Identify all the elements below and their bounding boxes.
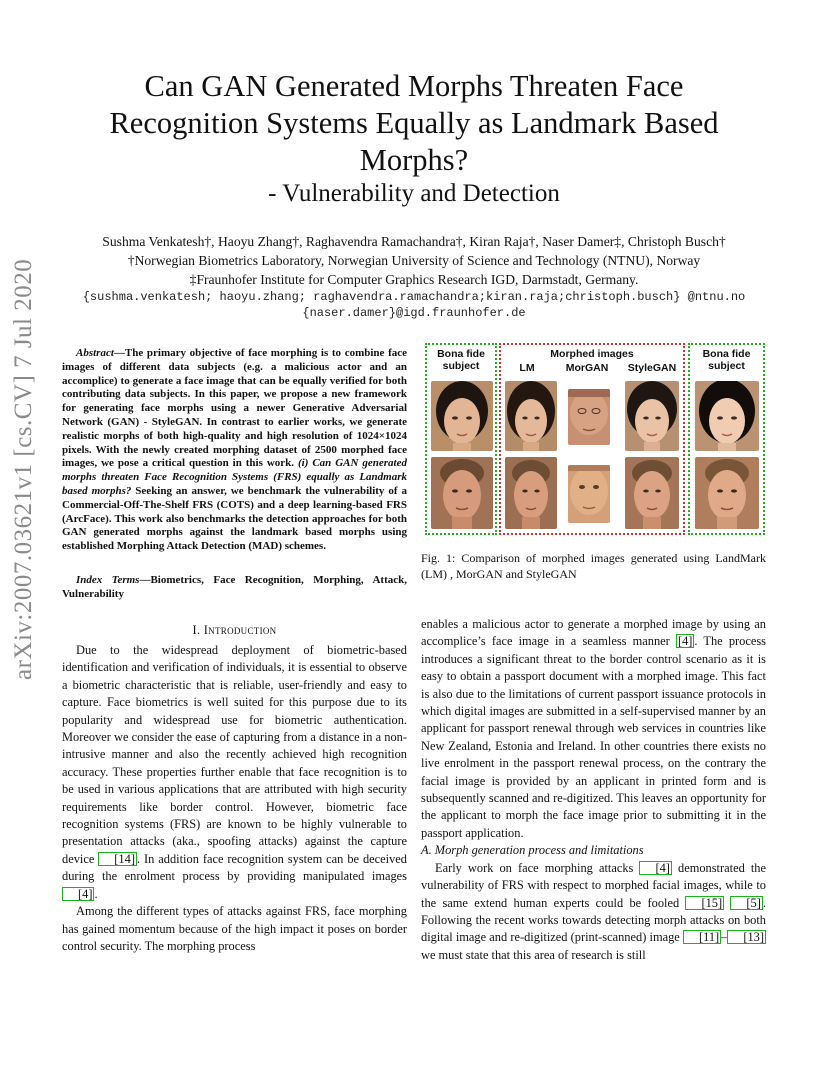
affiliation-fraunhofer: ‡Fraunhofer Institute for Computer Graphics Research IGD, Darmstadt, Germany. bbox=[189, 272, 639, 287]
col-header-morphed-images: Morphed images bbox=[550, 348, 634, 360]
citation-link[interactable]: [4] bbox=[639, 861, 671, 875]
right-p2-text: Early work on face morphing attacks bbox=[435, 860, 640, 875]
citation-link[interactable]: [4] bbox=[62, 887, 94, 901]
figure-1-caption: Fig. 1: Comparison of morphed images generated using LandMark (LM) , MorGAN and StyleGAN bbox=[421, 551, 766, 581]
figure-1 bbox=[425, 343, 765, 535]
arxiv-identifier: arXiv:2007.03621v1 [cs.CV] 7 Jul 2020 bbox=[10, 258, 37, 680]
right-p1-text-b: . The process introduces a significant threat to the border control scenario as it is easy to obtain a passport document with a morphed image. This fact is also due to the limitations of current passport issuance protocols in which digital images are submitted in a self-supervised manner by an applicant for passport renewal through web services in countries like New Zealand, Estonia and Ireland. In other countries there exists no live enrolment in the passport renewal process, on the contrary the facial image is provided by an applicant in printed form and is subsequently scanned and re-digitized. This leaves an opportunity for the applicant to morph the face image prior to submitting it in the passport application. bbox=[421, 634, 766, 840]
face-image-bona-fide-left-row1 bbox=[431, 381, 493, 451]
intro-p1-text-b: . In addition face recognition system can be deceived during the enrolment process by providing manipulated images bbox=[62, 851, 407, 884]
abstract-label: Abstract bbox=[76, 347, 114, 359]
right-p2-text-d: we must state that this area of research is still bbox=[421, 947, 646, 962]
paper-subtitle: - Vulnerability and Detection bbox=[268, 180, 560, 207]
col-header-bona-fide-right bbox=[690, 348, 763, 372]
col-header-bona-fide-left bbox=[427, 348, 495, 372]
citation-link[interactable]: [5] bbox=[730, 896, 762, 910]
email-line-1: {sushma.venkatesh; haoyu.zhang; raghavendra.ramachandra;kiran.raja;christoph.busch} @ntnu.no bbox=[82, 290, 746, 304]
face-image-bona-fide-right-row2 bbox=[695, 457, 759, 529]
email-line-2: {naser.damer}@igd.fraunhofer.de bbox=[302, 306, 526, 320]
header-line: Bona fide bbox=[437, 348, 485, 360]
subsection-heading-a: A. Morph generation process and limitations bbox=[421, 843, 644, 858]
right-column-text bbox=[421, 616, 766, 964]
right-paragraph-2 bbox=[421, 860, 766, 964]
title-line-2: Recognition Systems Equally as Landmark Based bbox=[109, 106, 719, 140]
header-line: Bona fide bbox=[702, 348, 751, 360]
face-image-lm-row2 bbox=[505, 457, 557, 529]
citation-link[interactable]: [4] bbox=[677, 634, 693, 649]
abstract-text-a: —The primary objective of face morphing is to combine face images of different data subjects (e.g. a malicious actor and an accomplice) to generate a face image that can be equally verified for both contributing data subjects. In this paper, we propose a new framework for generating face morphs using a newer Generative Adversarial Network (GAN) - StyleGAN. In contrast to earlier works, we generate realistic morphs of both high-quality and high resolution of 1024×1024 pixels. With the newly created morphing dataset of 2500 morphed face images, we pose a critical question in this work. bbox=[62, 347, 407, 470]
paper-title bbox=[60, 68, 768, 179]
intro-paragraph-1 bbox=[62, 642, 407, 903]
face-image-bona-fide-left-row2 bbox=[431, 457, 493, 529]
face-image-stylegan-row1 bbox=[625, 381, 679, 451]
abstract-question: (i) Can GAN generated morphs threaten Face Recognition Systems (FRS) equally as Landmark based morphs? bbox=[62, 457, 407, 497]
affiliation-ntnu: †Norwegian Biometrics Laboratory, Norwegian University of Science and Technology (NTNU), Norway bbox=[127, 253, 701, 268]
section-heading-introduction bbox=[62, 622, 407, 638]
col-header-stylegan: StyleGAN bbox=[627, 362, 677, 374]
index-terms-text: —Biometrics, Face Recognition, Morphing, Attack, Vulnerability bbox=[62, 574, 407, 600]
citation-link[interactable]: [14] bbox=[98, 852, 137, 866]
face-image-morgan-row1 bbox=[568, 389, 610, 445]
range-dash: – bbox=[721, 930, 728, 945]
citation-link[interactable]: [15] bbox=[685, 896, 724, 910]
section-title: Introduction bbox=[203, 623, 277, 637]
right-paragraph-1 bbox=[421, 616, 766, 842]
citation-link[interactable]: [11] bbox=[683, 930, 721, 944]
face-image-morgan-row2 bbox=[568, 465, 610, 523]
author-list: Sushma Venkatesh†, Haoyu Zhang†, Raghavendra Ramachandra†, Kiran Raja†, Naser Damer‡, Christoph Busch† bbox=[102, 234, 726, 249]
title-line-1: Can GAN Generated Morphs Threaten Face bbox=[144, 69, 684, 103]
col-header-lm: LM bbox=[519, 362, 535, 374]
index-terms-label: Index Terms bbox=[76, 574, 140, 586]
right-p2-text-b: demonstrated the vulnerability of FRS with respect to morphed facial images, while to the same extend human experts could be fooled bbox=[421, 860, 766, 910]
face-image-stylegan-row2 bbox=[625, 457, 679, 529]
face-image-bona-fide-right-row1 bbox=[695, 381, 759, 451]
abstract bbox=[62, 347, 407, 554]
intro-p1-end: . bbox=[94, 886, 98, 901]
intro-p1-text: Due to the widespread deployment of biometric-based identification and verification of individuals, it is essential to observe a biometric characteristic that is reliable, user-friendly and easy to capture. Face biometrics is well suited for this purpose due to its popularity and widespread use for biometric authentication. Moreover we consider the ease of capturing from a distance in a non-intrusive manner and also the recently achieved high recognition accuracy. These properties further enable that face recognition is to be used in various applications that are attributed with high security requirements like border control. However, biometric face recognition systems (FRS) are known to be highly vulnerable to presentation attacks (aka., spoofing attacks) against the capture device bbox=[62, 643, 407, 866]
title-line-3: Morphs? bbox=[359, 143, 469, 177]
right-p2-text-c: . Following the recent works towards detecting morph attacks on both digital image and re-digitized (print-scanned) image bbox=[421, 895, 766, 945]
header-line: subject bbox=[442, 360, 480, 372]
header-line: subject bbox=[708, 360, 745, 372]
right-p1-text: enables a malicious actor to generate a morphed image by using an accomplice’s face image in a seamless manner bbox=[421, 617, 766, 649]
author-emails bbox=[30, 289, 798, 321]
abstract-text-b: Seeking an answer, we benchmark the vulnerability of a Commercial-Off-The-Shelf FRS (COTS) and a deep learning-based FRS (ArcFace). This work also benchmarks the detection approaches for both GAN generated morphs against the landmark based morphs using established Morphing Attack Detection (MAD) schemes. bbox=[62, 484, 408, 553]
index-terms bbox=[62, 574, 407, 602]
intro-paragraph-2: Among the different types of attacks against FRS, face morphing has gained momentum because of the high impact it poses on border control security. The morphing process bbox=[62, 904, 407, 953]
section-number: I. bbox=[192, 623, 204, 637]
face-image-lm-row1 bbox=[505, 381, 557, 451]
citation-link[interactable]: [13] bbox=[727, 930, 766, 944]
introduction-text bbox=[62, 642, 407, 955]
col-header-morgan: MorGAN bbox=[565, 362, 609, 374]
